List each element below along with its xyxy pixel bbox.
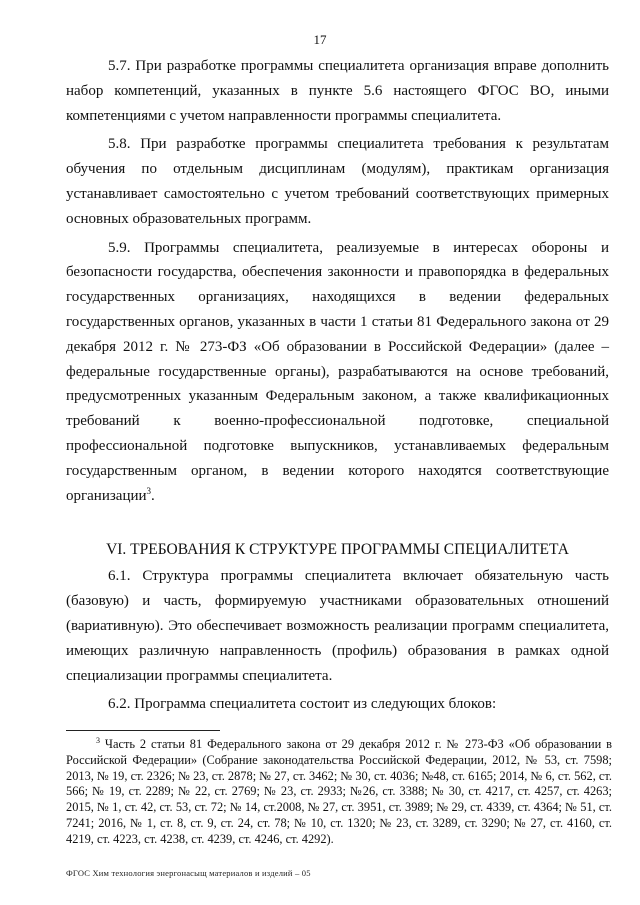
paragraph-5-7: 5.7. При разработке программы специалитета организация вправе дополнить набор компетенций, указанных в пункте 5.6 настоящего ФГОС ВО, иными компетенциями с учетом направленности программы специалитета. — [66, 58, 609, 124]
footnote-reference: 3 — [146, 485, 152, 496]
footnote-separator — [66, 730, 220, 731]
paragraph-5-9-text: 5.9. Программы специалитета, реализуемые в интересах обороны и безопасности государства, обеспечения законности и правопорядка в федеральных государственных организациях, находящихся в ведении федеральных государственных органов, указанных в части 1 статьи 81 Федерального закона от 29 декабря 2012 г. № 273-ФЗ «Об образовании в Российской Федерации» (далее – федеральные государственные органы), разрабатываются на основе требований, предусмотренных указанным Федеральным законом, а также квалификационных требований к военно-профессиональной подготовке, специальной профессиональной подготовке выпускников, устанавливаемых федеральным государственным органом, в ведении которого находятся соответствующие организации — [66, 239, 609, 504]
document-body — [66, 54, 609, 717]
paragraph-6-2: 6.2. Программа специалитета состоит из следующих блоков: — [108, 696, 497, 713]
paragraph-6-1: 6.1. Структура программы специалитета включает обязательную часть (базовую) и часть, формируемую участниками образовательных отношений (вариативную). Это обеспечивает возможность реализации программ специалитета, имеющих различную направленность (профиль) образования в рамках одной специализации программы специалитета. — [66, 568, 609, 684]
paragraph-5-9-end: . — [151, 487, 155, 504]
page-footer: ФГОС Хим технология энергонасыщ материалов и изделий – 05 — [66, 868, 311, 878]
paragraph-5-8: 5.8. При разработке программы специалитета требования к результатам обучения по отдельным дисциплинам (модулям), практикам организация устанавливает самостоятельно с учетом требований соответствующих примерных основных образовательных программ. — [66, 136, 609, 227]
footnote — [66, 737, 612, 848]
footnote-text: Часть 2 статьи 81 Федерального закона от 29 декабря 2012 г. № 273-ФЗ «Об образовании в Российской Федерации» (Собрание законодательства Российской Федерации, 2012, № 53, ст. 7598; 2013, № 19, ст. 2326; № 23, ст. 2878; № 27, ст. 3462; № 30, ст. 4036; №48, ст. 6165; 2014, № 6, ст. 562, ст. 566; № 19, ст. 2289; № 22, ст. 2769; № 23, ст. 2933; №26, ст. 3388; № 30, ст. 4217, ст. 4257, ст. 4263; 2015, № 1, ст. 42, ст. 53, ст. 72; № 14, ст.2008, № 27, ст. 3951, ст. 3989; № 29, ст. 4339, ст. 4364; № 51, ст. 7241; 2016, № 1, ст. 8, ст. 9, ст. 24, ст. 78; № 10, ст. 1320; № 23, ст. 3289, ст. 3290; № 27, ст. 4160, ст. 4219, ст. 4223, ст. 4238, ст. 4239, ст. 4246, ст. 4292). — [66, 737, 612, 846]
page-number: 17 — [313, 32, 327, 47]
section-heading: VI. ТРЕБОВАНИЯ К СТРУКТУРЕ ПРОГРАММЫ СПЕЦИАЛИТЕТА — [106, 541, 569, 559]
footnote-mark: 3 — [96, 735, 100, 745]
paragraph-5-9 — [66, 236, 609, 509]
